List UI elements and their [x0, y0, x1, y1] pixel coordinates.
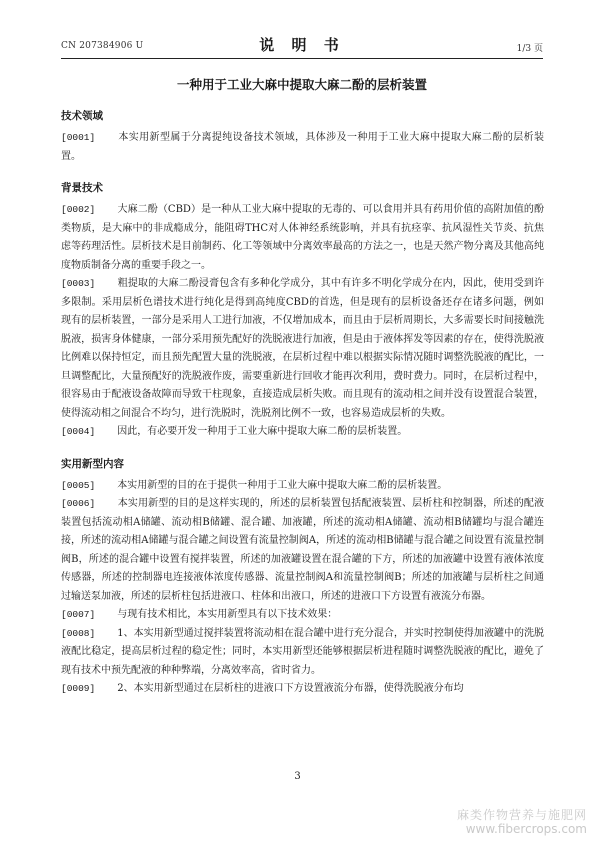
- paragraph-text: 本实用新型属于分离提纯设备技术领域，具体涉及一种用于工业大麻中提取大麻二酚的层析装置。: [61, 132, 545, 162]
- paragraph: [61, 625, 544, 681]
- paragraph-number: [0004]: [61, 426, 96, 437]
- paragraph-number: [0009]: [61, 683, 96, 694]
- page-number: 3: [294, 771, 301, 782]
- paragraph-number: [0008]: [61, 627, 96, 639]
- paragraph-number: [0005]: [61, 479, 96, 491]
- paragraph: [61, 606, 544, 625]
- paragraph: [61, 129, 544, 166]
- section-utility-content: [61, 456, 544, 699]
- paragraph-text: 粗提取的大麻二酚浸膏包含有多种化学成分，其中有许多不明化学成分在内，因此，使用受到许多限制。采用层析色谱技术进行纯化是得到高纯度CBD的首选，但是现有的层析设备还存在诸多问题，例如现有的层析装置，一部分是采用人工进行加液，不仅增加成本，而且由于层析周期长，大多需要长时间接触洗脱液，损害身体健康，一部分采用预先配好的洗脱液进行加液，但是由于液体挥发等因素的存在，使得洗脱液比例难以保持恒定，而且预先配置大量的洗脱液，在层析过程中难以根据实际情况随时调整洗脱液的配比，一旦调整配比，大量预配好的洗脱液作废，需要重新进行回收才能再次利用，费时费力。同时，在层析过程中，很容易由于配液设备故障而导致干柱现象，直接造成层析失败。而且现有的流动相之间并没有设置混合装置，使得流动相之间混合不均匀，进行洗脱时，洗脱剂比例不一致，也容易造成层析的失败。: [61, 278, 545, 419]
- paragraph-text: 与现有技术相比，本实用新型具有以下技术效果：: [117, 609, 338, 620]
- paragraph-number: [0003]: [61, 278, 96, 289]
- paragraph-text: 1、本实用新型通过搅拌装置将流动相在混合罐中进行充分混合，并实时控制使得加液罐中的洗脱液配比稳定，提高层析过程的稳定性；同时，本实用新型还能够根据层析进程随时调整洗脱液的配比，避免了现有技术中预先配液的种种弊端，分离效率高，省时省力。: [61, 627, 544, 676]
- paragraph-number: [0006]: [61, 498, 96, 509]
- paragraph: [61, 275, 544, 423]
- document-body: [61, 108, 544, 699]
- section-heading: 背景技术: [61, 182, 103, 194]
- section-tech-field: [61, 108, 544, 166]
- paragraph-number: [0001]: [61, 132, 96, 143]
- section-title: 说 明 书: [259, 36, 345, 54]
- paragraph-text: 本实用新型的目的在于提供一种用于工业大麻中提取大麻二酚的层析装置。: [117, 479, 448, 491]
- watermark: [457, 808, 587, 836]
- paragraph: [61, 680, 544, 699]
- section-background: [61, 180, 544, 442]
- paragraph-number: [0002]: [61, 204, 96, 215]
- section-heading: 实用新型内容: [61, 457, 124, 470]
- paragraph-text: 本实用新型的目的是这样实现的，所述的层析装置包括配液装置、层析柱和控制器，所述的配液装置包括流动相A储罐、流动相B储罐、混合罐、加液罐，所述的流动相A储罐、流动相B储罐均与混合罐连接，所述的流动相A储罐与混合罐之间设置有流量控制阀A，所述的流动相B储罐与混合罐之间设置有流量控制阀B，所述的混合罐中设置有搅拌装置，所述的加液罐设置在混合罐的下方，所述的加液罐中设置有液体浓度传感器，所述的控制器电连接液体浓度传感器、流量控制阀A和流量控制阀B；所述的加液罐与层析柱之间通过输送泵加液，所述的层析柱包括进液口、柱体和出液口，所述的进液口下方设置有液流分布器。: [61, 498, 545, 602]
- document-title: 一种用于工业大麻中提取大麻二酚的层析装置: [176, 77, 427, 92]
- header-divider: [61, 58, 543, 59]
- paragraph-text: 2、本实用新型通过在层析柱的进液口下方设置液流分布器，使得洗脱液分布均: [117, 683, 464, 694]
- paragraph: [61, 423, 544, 442]
- paragraph-number: [0007]: [61, 609, 96, 620]
- page-header: [61, 32, 543, 58]
- paragraph-text: 大麻二酚（CBD）是一种从工业大麻中提取的无毒的、可以食用并具有药用价值的高附加值的酚类物质，是大麻中的非成瘾成分，能阻碍THC对人体神经系统影响，并具有抗痉挛、抗风湿性关节炎、抗焦虑等药理活性。层析技术是目前制药、化工等领域中分离效率最高的方法之一，也是天然产物分离及其他高纯度物质制备分离的重要手段之一。: [61, 204, 544, 271]
- paragraph: [61, 201, 544, 275]
- paragraph: [61, 495, 544, 606]
- section-heading: 技术领域: [61, 110, 103, 122]
- watermark-url: www.fibercrops.com: [465, 822, 587, 836]
- patent-number: CN 207384906 U: [61, 41, 144, 51]
- paragraph-text: 因此，有必要开发一种用于工业大麻中提取大麻二酚的层析装置。: [117, 426, 408, 437]
- watermark-site-name: 麻类作物营养与施肥网: [456, 808, 587, 822]
- page-indicator: 1/3 页: [516, 44, 543, 54]
- paragraph: [61, 477, 544, 496]
